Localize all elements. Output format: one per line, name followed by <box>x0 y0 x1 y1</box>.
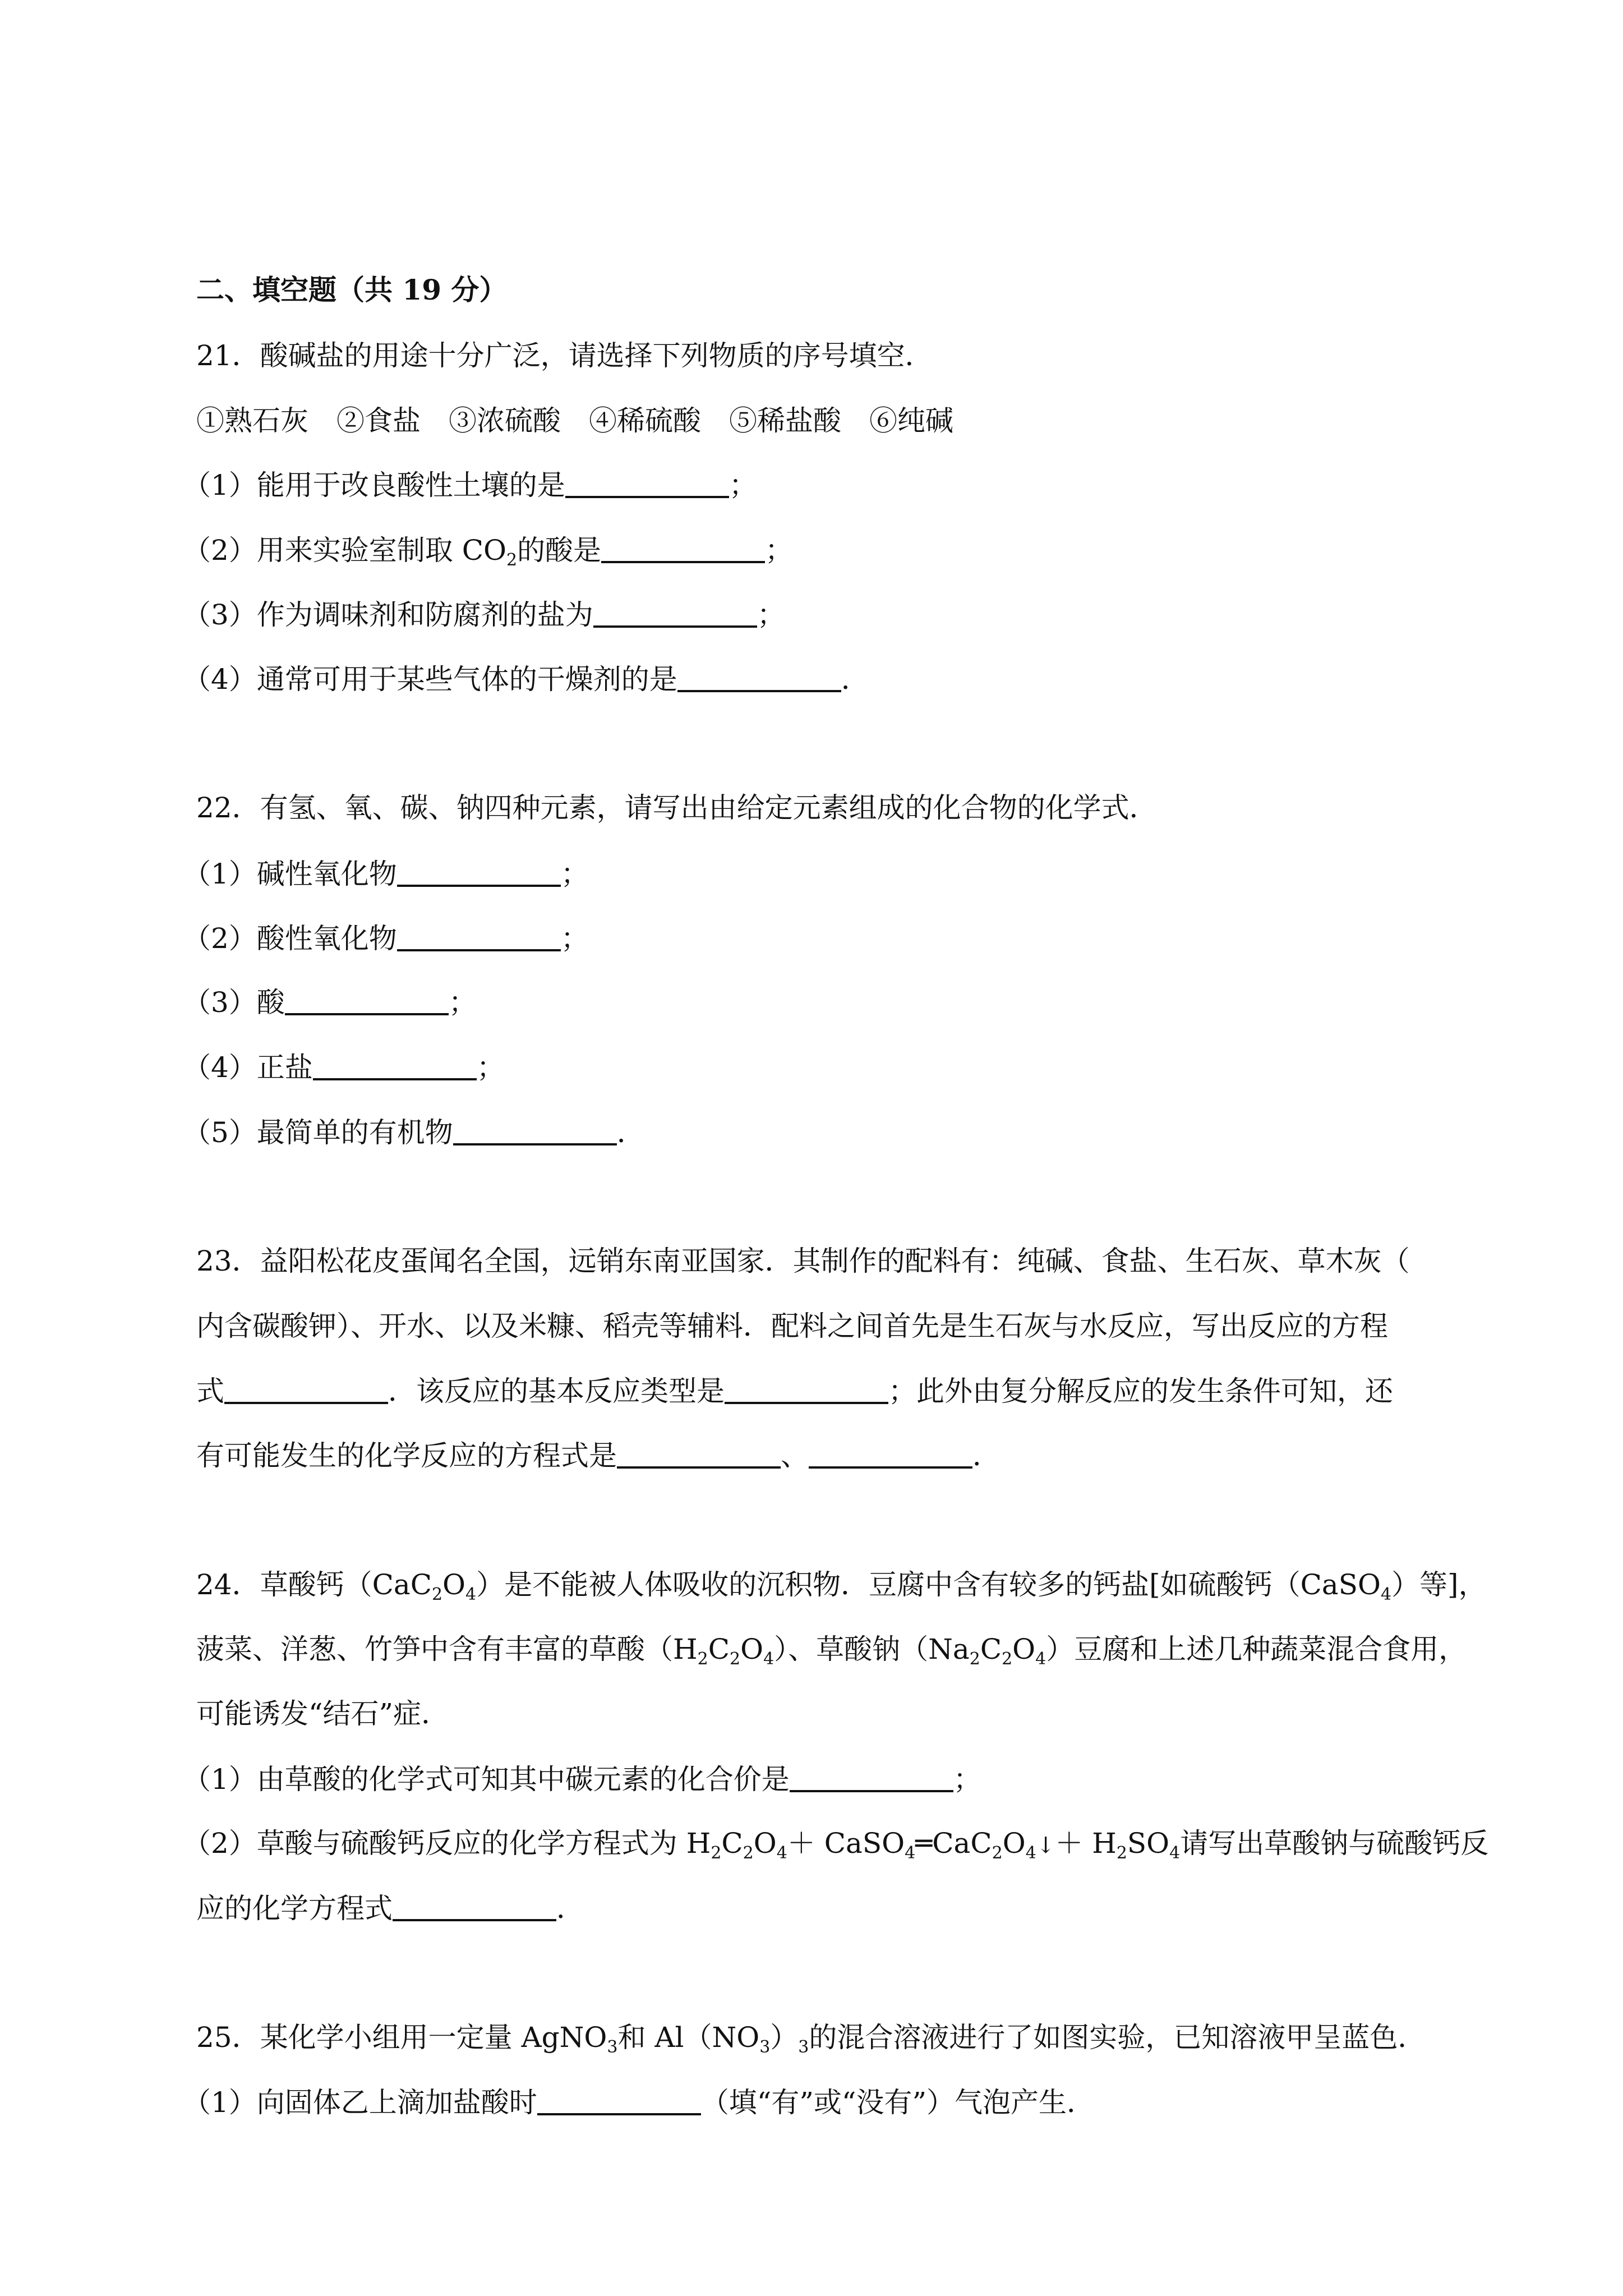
q24-text: 24．草酸钙（CaC <box>196 1568 432 1601</box>
answer-blank[interactable] <box>809 1438 972 1469</box>
q22-item-5 <box>183 1115 645 1149</box>
q24-text: ）是不能被人体吸收的沉积物．豆腐中含有较多的钙盐[如硫酸钙（CaSO <box>476 1568 1381 1601</box>
subscript: 2 <box>1116 1843 1127 1863</box>
q22-item-3-suffix: ； <box>448 986 477 1019</box>
q24-item-1-suffix: ； <box>953 1763 981 1796</box>
q25-text: 和 Al（NO <box>617 2021 760 2054</box>
answer-blank[interactable] <box>453 1115 617 1145</box>
subscript: 3 <box>607 2037 618 2057</box>
q25-item-1-suffix: （填“有”或“没有”）气泡产生． <box>700 2086 1095 2119</box>
q24-text: ）豆腐和上述几种蔬菜混合食用， <box>1046 1633 1467 1665</box>
subscript: 2 <box>697 1649 708 1669</box>
q22-item-5-text: （5）最简单的有机物 <box>183 1116 453 1149</box>
answer-blank[interactable] <box>565 468 729 498</box>
answer-blank[interactable] <box>617 1438 781 1469</box>
q24-text: 请写出草酸钠与硫酸钙反 <box>1180 1827 1489 1860</box>
q25-text: 的混合溶液进行了如图实验，已知溶液甲呈蓝色． <box>809 2021 1426 2054</box>
q21-item-4 <box>183 662 869 696</box>
q25-item-1-text: （1）向固体乙上滴加盐酸时 <box>183 2086 537 2119</box>
subscript: 4 <box>1380 1585 1392 1604</box>
q22-item-3-text: （3）酸 <box>183 986 285 1019</box>
subscript: 3 <box>759 2037 771 2057</box>
subscript: 2 <box>729 1649 741 1669</box>
q23-line-3 <box>196 1374 1393 1408</box>
q24-text: O <box>442 1568 466 1601</box>
q24-text: O <box>740 1633 764 1665</box>
answer-blank[interactable] <box>537 2085 701 2115</box>
answer-blank[interactable] <box>397 921 561 951</box>
answer-blank[interactable] <box>725 1374 888 1404</box>
q24-text: 应的化学方程式 <box>196 1892 393 1925</box>
q24-item-1-text: （1）由草酸的化学式可知其中碳元素的化合价是 <box>183 1763 790 1796</box>
q24-text: ）、草酸钠（Na <box>774 1633 970 1665</box>
subscript: 4 <box>465 1585 477 1604</box>
q22-item-2 <box>183 921 589 955</box>
q21-item-1 <box>183 468 757 502</box>
subscript: 2 <box>992 1843 1003 1863</box>
q21-item-2-suffix: ； <box>765 534 794 567</box>
subscript: 4 <box>1169 1843 1181 1863</box>
q25-text: 25．某化学小组用一定量 AgNO <box>196 2021 607 2054</box>
q22-item-2-suffix: ； <box>560 922 589 955</box>
q24-text: ═CaC <box>915 1827 992 1860</box>
q24-text: （2）草酸与硫酸钙反应的化学方程式为 H <box>183 1827 711 1860</box>
q24-line-1 <box>196 1568 1487 1602</box>
q24-text: O <box>1002 1827 1026 1860</box>
q24-line-3: 可能诱发“结石”症． <box>196 1697 450 1730</box>
section-title: 二、填空题（共 19 分） <box>196 273 508 306</box>
q23-line-4-text-b: 、 <box>781 1439 809 1472</box>
answer-blank[interactable] <box>790 1762 953 1792</box>
precipitate-arrow-icon: ↓ <box>1036 1833 1055 1858</box>
q24-text: 菠菜、洋葱、竹笋中含有丰富的草酸（H <box>196 1633 698 1665</box>
subscript: 2 <box>431 1585 443 1604</box>
q24-text: C <box>721 1827 743 1860</box>
q21-item-4-text: （4）通常可用于某些气体的干燥剂的是 <box>183 663 677 696</box>
answer-blank[interactable] <box>313 1050 477 1080</box>
q24-text: C <box>708 1633 730 1665</box>
subscript: 4 <box>905 1843 916 1863</box>
q23-line-4-text-c: ． <box>972 1439 1000 1472</box>
q22-item-1-suffix: ； <box>560 858 589 890</box>
q24-line-2 <box>196 1632 1467 1669</box>
q23-line-4-text-a: 有可能发生的化学反应的方程式是 <box>196 1439 617 1472</box>
q21-item-1-text: （1）能用于改良酸性土壤的是 <box>183 469 565 501</box>
q22-item-1-text: （1）碱性氧化物 <box>183 858 397 890</box>
answer-blank[interactable] <box>224 1374 388 1404</box>
q24-item-1 <box>183 1762 981 1796</box>
answer-blank[interactable] <box>393 1891 556 1921</box>
subscript: 4 <box>763 1649 774 1669</box>
q21-item-1-suffix: ； <box>728 469 757 501</box>
answer-blank[interactable] <box>397 857 561 887</box>
q22-item-3 <box>183 985 477 1019</box>
q24-text: ）等]， <box>1391 1568 1487 1601</box>
q23-line-1: 23．益阳松花皮蛋闻名全国，远销东南亚国家．其制作的配料有：纯碱、食盐、生石灰、草木灰（ <box>196 1245 1410 1277</box>
q22-item-4-text: （4）正盐 <box>183 1051 313 1084</box>
q24-text: ＋ CaSO <box>787 1827 905 1860</box>
subscript: 2 <box>506 550 518 570</box>
q22-item-4-suffix: ； <box>476 1051 505 1084</box>
q25-text: ） <box>770 2021 799 2054</box>
q21-item-2-text: （2）用来实验室制取 CO <box>183 534 506 567</box>
q22-stem: 22．有氢、氧、碳、钠四种元素，请写出由给定元素组成的化合物的化学式． <box>196 792 1158 824</box>
q23-line-3-text-c: ；此外由复分解反应的发生条件可知，还 <box>888 1375 1393 1407</box>
q21-stem: 21．酸碱盐的用途十分广泛，请选择下列物质的序号填空． <box>196 339 933 372</box>
answer-blank[interactable] <box>677 662 841 692</box>
q24-text: C <box>980 1633 1002 1665</box>
q23-line-4 <box>196 1438 1000 1473</box>
answer-blank[interactable] <box>601 533 765 563</box>
q24-text: SO <box>1127 1827 1170 1860</box>
q21-options: ①熟石灰 ②食盐 ③浓硫酸 ④稀硫酸 ⑤稀盐酸 ⑥纯碱 <box>196 404 953 437</box>
subscript: 4 <box>1025 1843 1036 1863</box>
answer-blank[interactable] <box>285 985 449 1015</box>
q22-item-5-suffix: ． <box>616 1116 645 1149</box>
q21-item-2 <box>183 533 794 570</box>
q21-item-3-suffix: ； <box>757 599 785 631</box>
answer-blank[interactable] <box>593 597 757 628</box>
subscript: 3 <box>798 2037 809 2057</box>
q23-line-2: 内含碳酸钾）、开水、以及米糠、稻壳等辅料．配料之间首先是生石灰与水反应，写出反应的方程 <box>196 1310 1388 1342</box>
subscript: 2 <box>743 1843 754 1863</box>
subscript: 2 <box>711 1843 722 1863</box>
q25-stem <box>196 2021 1426 2057</box>
q24-item-2-line-2 <box>196 1891 584 1925</box>
q24-item-2 <box>183 1826 1488 1862</box>
q22-item-2-text: （2）酸性氧化物 <box>183 922 397 955</box>
q21-item-3 <box>183 597 785 632</box>
q22-item-1 <box>183 857 589 891</box>
q23-line-3-text-b: ．该反应的基本反应类型是 <box>388 1375 725 1407</box>
q25-item-1 <box>183 2085 1095 2119</box>
q22-item-4 <box>183 1050 505 1084</box>
subscript: 4 <box>776 1843 787 1863</box>
subscript: 2 <box>969 1649 980 1669</box>
q24-text: O <box>1012 1633 1036 1665</box>
subscript: 2 <box>1002 1649 1013 1669</box>
q21-item-3-text: （3）作为调味剂和防腐剂的盐为 <box>183 599 593 631</box>
q21-item-4-suffix: ． <box>841 663 869 696</box>
q24-text: ． <box>556 1892 584 1925</box>
q21-item-2-text-b: 的酸是 <box>517 534 602 567</box>
q24-text: O <box>753 1827 777 1860</box>
subscript: 4 <box>1035 1649 1046 1669</box>
q24-text: ＋ H <box>1055 1827 1117 1860</box>
q23-line-3-text-a: 式 <box>196 1375 224 1407</box>
